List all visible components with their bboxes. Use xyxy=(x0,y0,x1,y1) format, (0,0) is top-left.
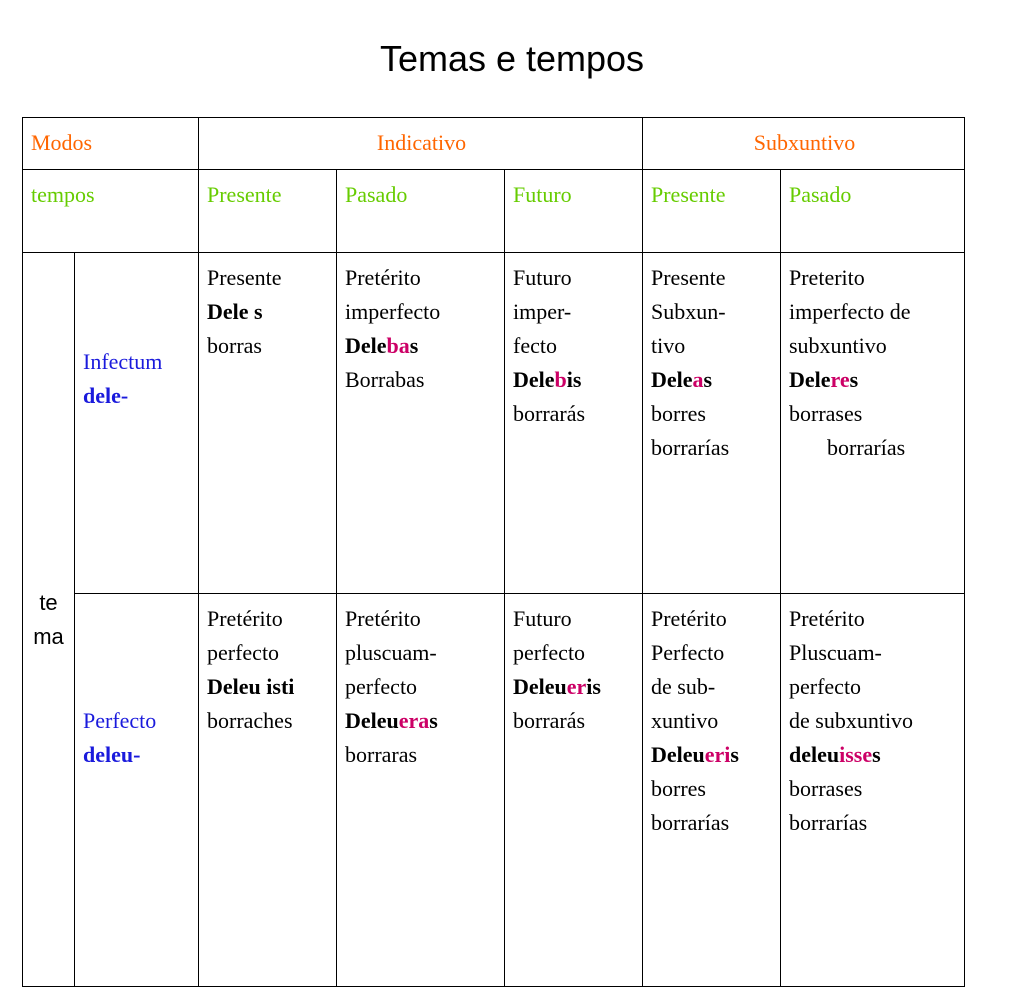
form-ending: re xyxy=(830,367,850,392)
perfecto-row xyxy=(23,594,965,987)
infectum-ind-presente xyxy=(199,253,337,594)
cell-line: Pretérito xyxy=(651,606,727,631)
cell-translation: borrarías xyxy=(651,435,730,460)
cell-translation: borras xyxy=(207,333,262,358)
cell-translation: borrarías xyxy=(789,810,868,835)
form-suffix: s xyxy=(872,742,881,767)
form-stem: Dele xyxy=(513,367,555,392)
cell-line: perfecto xyxy=(789,674,862,699)
perfecto-label: Perfecto xyxy=(83,708,157,733)
tempos-header: tempos xyxy=(23,170,199,253)
perfecto-sub-pasado xyxy=(781,594,965,987)
form-ending: ba xyxy=(386,333,410,358)
cell-line: Pretérito xyxy=(345,265,421,290)
cell-line: imperfecto xyxy=(345,299,441,324)
perfecto-ind-presente xyxy=(199,594,337,987)
form-stem: deleu xyxy=(789,742,840,767)
cell-line: de sub- xyxy=(651,674,716,699)
tense-header-ind-futuro: Futuro xyxy=(505,170,643,253)
cell-line: perfecto xyxy=(207,640,280,665)
infectum-stem-cell xyxy=(75,253,199,594)
cell-translation: Borrabas xyxy=(345,367,425,392)
tense-header-sub-pasado: Pasado xyxy=(781,170,965,253)
tense-header-sub-presente: Presente xyxy=(643,170,781,253)
cell-form xyxy=(513,363,636,397)
form-ending: eri xyxy=(704,742,731,767)
cell-form xyxy=(513,670,636,704)
tema-line-2: ma xyxy=(33,623,64,649)
cell-form xyxy=(789,363,958,397)
form-stem: Deleu xyxy=(513,674,567,699)
form-ending: a xyxy=(692,367,704,392)
form-ending: isse xyxy=(839,742,873,767)
cell-form xyxy=(789,738,958,772)
form-suffix: s xyxy=(730,742,739,767)
cell-translation: borres xyxy=(651,776,706,801)
cell-line: Futuro xyxy=(513,265,572,290)
infectum-row xyxy=(23,253,965,594)
header-row-tenses xyxy=(23,170,965,253)
cell-line: perfecto xyxy=(345,674,418,699)
cell-translation: borres xyxy=(651,401,706,426)
form-ending: er xyxy=(566,674,587,699)
cell-line: imperfecto de xyxy=(789,299,911,324)
cell-translation: borrarías xyxy=(827,435,906,460)
cell-line: Subxun- xyxy=(651,299,726,324)
form-suffix: s xyxy=(703,367,713,392)
cell-translation: borrarías xyxy=(651,810,730,835)
perfecto-sub-presente xyxy=(643,594,781,987)
infectum-stem: dele- xyxy=(83,383,129,408)
cell-translation: borrarás xyxy=(513,401,586,426)
cell-line: Presente xyxy=(207,265,282,290)
indicativo-header: Indicativo xyxy=(199,118,643,170)
cell-line: subxuntivo xyxy=(789,333,887,358)
perfecto-ind-pasado xyxy=(337,594,505,987)
tense-header-ind-pasado: Pasado xyxy=(337,170,505,253)
form-stem: Dele xyxy=(789,367,831,392)
cell-line: imper- xyxy=(513,299,572,324)
form-stem: Deleu xyxy=(651,742,705,767)
form-suffix: s xyxy=(429,708,438,733)
infectum-label: Infectum xyxy=(83,349,163,374)
page-title: Temas e tempos xyxy=(379,38,645,79)
perfecto-stem-cell xyxy=(75,594,199,987)
infectum-sub-presente xyxy=(643,253,781,594)
subxuntivo-header: Subxuntivo xyxy=(643,118,965,170)
tema-line-1: te xyxy=(39,589,58,615)
infectum-ind-futuro xyxy=(505,253,643,594)
cell-line: tivo xyxy=(651,333,686,358)
cell-line: de subxuntivo xyxy=(789,708,914,733)
cell-translation: borraches xyxy=(207,708,293,733)
cell-line: Preterito xyxy=(789,265,865,290)
cell-line: pluscuam- xyxy=(345,640,437,665)
modos-header: Modos xyxy=(23,118,199,170)
cell-translation: borrarás xyxy=(513,708,586,733)
form-suffix: is xyxy=(586,674,601,699)
form-suffix: s xyxy=(409,333,419,358)
cell-line: xuntivo xyxy=(651,708,719,733)
form-suffix: is xyxy=(566,367,582,392)
header-row-modes xyxy=(23,118,965,170)
perfecto-stem: deleu- xyxy=(83,742,141,767)
tema-label xyxy=(23,253,75,987)
form-stem: Deleu xyxy=(345,708,399,733)
cell-line: Pretérito xyxy=(207,606,283,631)
cell-form xyxy=(651,738,774,772)
cell-translation: borrases xyxy=(789,776,863,801)
cell-line: Pluscuam- xyxy=(789,640,882,665)
infectum-ind-pasado xyxy=(337,253,505,594)
cell-translation: borrases xyxy=(789,401,863,426)
cell-form: Dele s xyxy=(207,299,263,324)
cell-line: Presente xyxy=(651,265,726,290)
form-stem: Dele xyxy=(651,367,693,392)
cell-line: fecto xyxy=(513,333,557,358)
cell-line: Pretérito xyxy=(789,606,865,631)
form-ending: era xyxy=(398,708,430,733)
cell-line: perfecto xyxy=(513,640,586,665)
cell-line: Futuro xyxy=(513,606,572,631)
cell-form: Deleu isti xyxy=(207,674,295,699)
conjugation-table xyxy=(22,117,965,987)
perfecto-ind-futuro xyxy=(505,594,643,987)
cell-translation: borraras xyxy=(345,742,418,767)
form-ending: b xyxy=(554,367,567,392)
cell-form xyxy=(651,363,774,397)
cell-line: Perfecto xyxy=(651,640,725,665)
cell-form xyxy=(345,329,498,363)
form-suffix: s xyxy=(849,367,859,392)
cell-line: Pretérito xyxy=(345,606,421,631)
cell-form xyxy=(345,704,498,738)
tense-header-ind-presente: Presente xyxy=(199,170,337,253)
infectum-sub-pasado xyxy=(781,253,965,594)
form-stem: Dele xyxy=(345,333,387,358)
